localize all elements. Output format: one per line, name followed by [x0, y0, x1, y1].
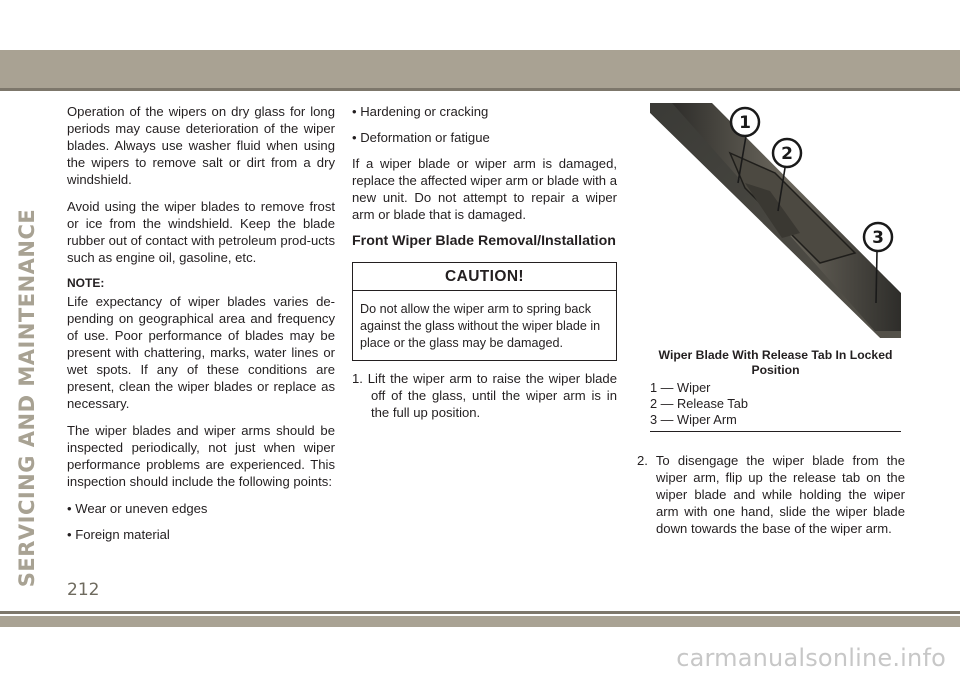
paragraph-inspection: The wiper blades and wiper arms should be inspected periodically, not just when wiper performance problems are experienced. This inspection should include the following points:	[67, 423, 335, 489]
footer-rule	[0, 611, 960, 614]
column-middle	[352, 103, 617, 421]
callout-3-label: 3	[872, 228, 884, 248]
wiper-figure	[650, 103, 901, 338]
note-heading: NOTE:	[67, 276, 105, 290]
wiper-blade-illustration	[650, 103, 901, 338]
bullet-deformation: • Deformation or fatigue	[352, 130, 490, 145]
paragraph-frost: Avoid using the wiper blades to remove frost or ice from the windshield. Keep the blade rubber out of contact with petroleum prod-ucts such as engine oil, gasoline, etc.	[67, 199, 335, 265]
bullet-wear: • Wear or uneven edges	[67, 501, 208, 516]
bullet-hardening: • Hardening or cracking	[352, 104, 489, 119]
watermark: carmanualsonline.info	[676, 644, 946, 672]
bullet-foreign: • Foreign material	[67, 527, 170, 542]
legend-item-wiper-arm: 3 — Wiper Arm	[650, 412, 737, 427]
figure-blank-area	[650, 113, 880, 338]
callout-3	[864, 223, 892, 251]
callout-2	[773, 139, 801, 167]
section-side-title: SERVICING AND MAINTENANCE	[15, 208, 39, 588]
legend-item-release-tab: 2 — Release Tab	[650, 396, 748, 411]
callout-line-3	[876, 251, 877, 303]
step-2: 2. To disengage the wiper blade from the wiper arm, flip up the release tab on the wiper blade and while holding the wiper arm with one hand, slide the wiper blade down towards the base of the wiper arm.	[637, 453, 905, 536]
page-number: 212	[67, 580, 100, 600]
callout-1-label: 1	[739, 113, 751, 133]
column-left	[67, 103, 335, 552]
step-1: 1. Lift the wiper arm to raise the wiper blade off of the glass, until the wiper arm is in the full up position.	[352, 371, 617, 420]
footer-band	[0, 616, 960, 627]
column-right	[637, 103, 905, 537]
header-band	[0, 50, 960, 88]
caution-title: CAUTION!	[353, 263, 616, 291]
note-body: Life expectancy of wiper blades varies de-pending on geographical area and frequency of use. Poor performance of blades may be present with chattering, marks, water lines or wet spots. If any of these conditions are present, clean the wiper blades or replace as necessary.	[67, 294, 335, 411]
figure-caption: Wiper Blade With Release Tab In Locked Position	[658, 348, 893, 377]
caution-box	[352, 262, 617, 361]
paragraph-damaged: If a wiper blade or wiper arm is damaged, replace the affected wiper arm or blade with a new unit. Do not attempt to repair a wiper arm or blade that is damaged.	[352, 156, 617, 222]
legend-item-wiper: 1 — Wiper	[650, 380, 711, 395]
callout-1	[731, 108, 759, 136]
figure-legend	[650, 380, 901, 432]
header-rule	[0, 88, 960, 91]
caution-body: Do not allow the wiper arm to spring back against the glass without the wiper blade in place or the glass may be damaged.	[360, 302, 601, 350]
callout-2-label: 2	[781, 144, 793, 164]
section-heading: Front Wiper Blade Removal/Installation	[352, 233, 616, 249]
paragraph-dry-glass: Operation of the wipers on dry glass for long periods may cause deterioration of the wiper blades. Always use washer fluid when using the wipers to remove salt or dirt from a dry windshield.	[67, 104, 335, 187]
